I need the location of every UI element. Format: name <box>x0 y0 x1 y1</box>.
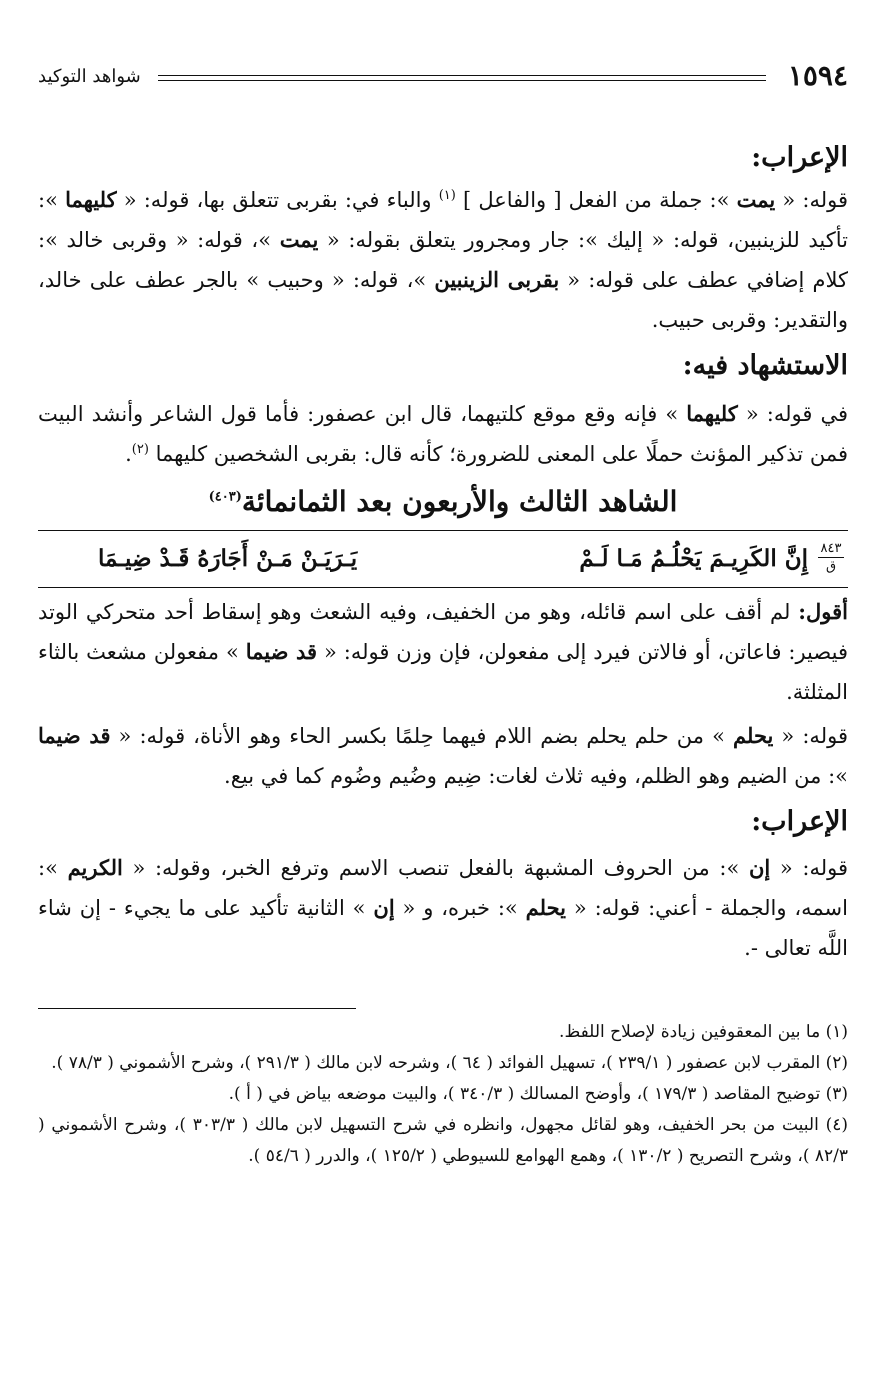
footnote-ref[interactable]: (١) <box>438 188 456 203</box>
footnote-ref[interactable]: (٤٠٣) <box>208 489 242 505</box>
verse-hemistich-1: إِنَّ الكَرِيـمَ يَحْلُـمُ مَـا لَـمْ <box>579 545 808 572</box>
verse-number: ٨٤٣ ق <box>818 541 844 574</box>
vocabulary-paragraph: قوله: « يحلم » من حلم يحلم بضم اللام فيهما حِلمًا بكسر الحاء وهو الأناة، قوله: « قد ضيما »: من الضيم وهو الظلم، وفيه ثلاث لغات: ضِيم وضُيم وضُوم كما في بيع. <box>38 723 848 788</box>
irab-paragraph-2: قوله: « إن »: من الحروف المشبهة بالفعل تنصب الاسم وترفع الخبر، وقوله: « الكريم »: اسمه، والجملة - أعني: قوله: « يحلم »: خبره، و « إن » الثانية تأكيد على ما يجيء - إن شاء اللَّه تعالى -. <box>38 855 848 960</box>
footnote-1: (١) ما بين المعقوفين زيادة لإصلاح اللفظ. <box>559 1022 848 1042</box>
running-title: شواهد التوكيد <box>38 66 141 87</box>
verse-line <box>38 530 848 588</box>
section-heading-irab-2: الإعراب: <box>751 806 848 837</box>
section-heading-istishhad: الاستشهاد فيه: <box>682 350 848 381</box>
section-heading-irab: الإعراب: <box>751 142 848 173</box>
footnote-2: (٢) المقرب لابن عصفور ( ٢٣٩/١ )، تسهيل الفوائد ( ٦٤ )، وشرحه لابن مالك ( ٢٩١/٣ )، وشرح الأشموني ( ٧٨/٣ ). <box>51 1053 848 1073</box>
commentary-paragraph: أقول: لم أقف على اسم قائله، وهو من الخفيف، وفيه الشعث وهو إسقاط أحد متحركي الوتد فيصير: فاعاتن، أو فالاتن فيرد إلى مفعولن، فإن وزن قوله: « قد ضيما » مفعولن مشعث بالثاء المثلثة. <box>38 599 848 704</box>
footnote-separator <box>38 1008 848 1017</box>
istishhad-paragraph: في قوله: « كليهما » فإنه وقع موقع كلتيهما، قال ابن عصفور: فأما قول الشاعر وأنشد البيت فمن تذكير المؤنث حملًا على المعنى للضرورة؛ كأنه قال: بقربى الشخصين كليهما $^{(٢)}$. <box>38 401 848 466</box>
book-page <box>38 58 848 1172</box>
footnote-4: (٤) البيت من بحر الخفيف، وهو لقائل مجهول، وانظره في شرح التسهيل لابن مالك ( ٣٠٣/٣ )، وشرح الأشموني ( ٨٢/٣ )، وشرح التصريح ( ١٣٠/٢ )، وهمع الهوامع للسيوطي ( ١٢٥/٢ )، والدرر ( ٥٤/٦ ). <box>38 1115 848 1166</box>
irab-paragraph: قوله: « يمت »: جملة من الفعل [ والفاعل ] $^{(١)}$ والباء في: بقربى تتعلق بها، قوله: « كليهما »: تأكيد للزينبين، قوله: « إليك »: جار ومجرور يتعلق بقوله: « يمت »، قوله: « وقربى خالد »: كلام إضافي عطف على قوله: « بقربى الزينبين »، قوله: « وحبيب » بالجر عطف على خالد، والتقدير: وقربى حبيب. <box>38 187 849 332</box>
page-header <box>38 58 848 98</box>
footnote-3: (٣) توضيح المقاصد ( ١٧٩/٣ )، وأوضح المسالك ( ٣٤٠/٣ )، والبيت موضعه بياض في ( أ ). <box>228 1084 848 1104</box>
page-number: ١٥٩٤ <box>787 59 848 92</box>
footnote-ref[interactable]: (٢) <box>131 442 149 457</box>
header-rule <box>158 75 766 81</box>
verse-hemistich-2: يَـرَيَـنْ مَـنْ أَجَارَهُ قَـدْ ضِيـمَا <box>98 545 358 572</box>
witness-title: الشاهد الثالث والأربعون بعد الثمانمائة$^{(٤٠٣)}$ <box>208 485 678 518</box>
footnotes <box>38 1017 848 1172</box>
